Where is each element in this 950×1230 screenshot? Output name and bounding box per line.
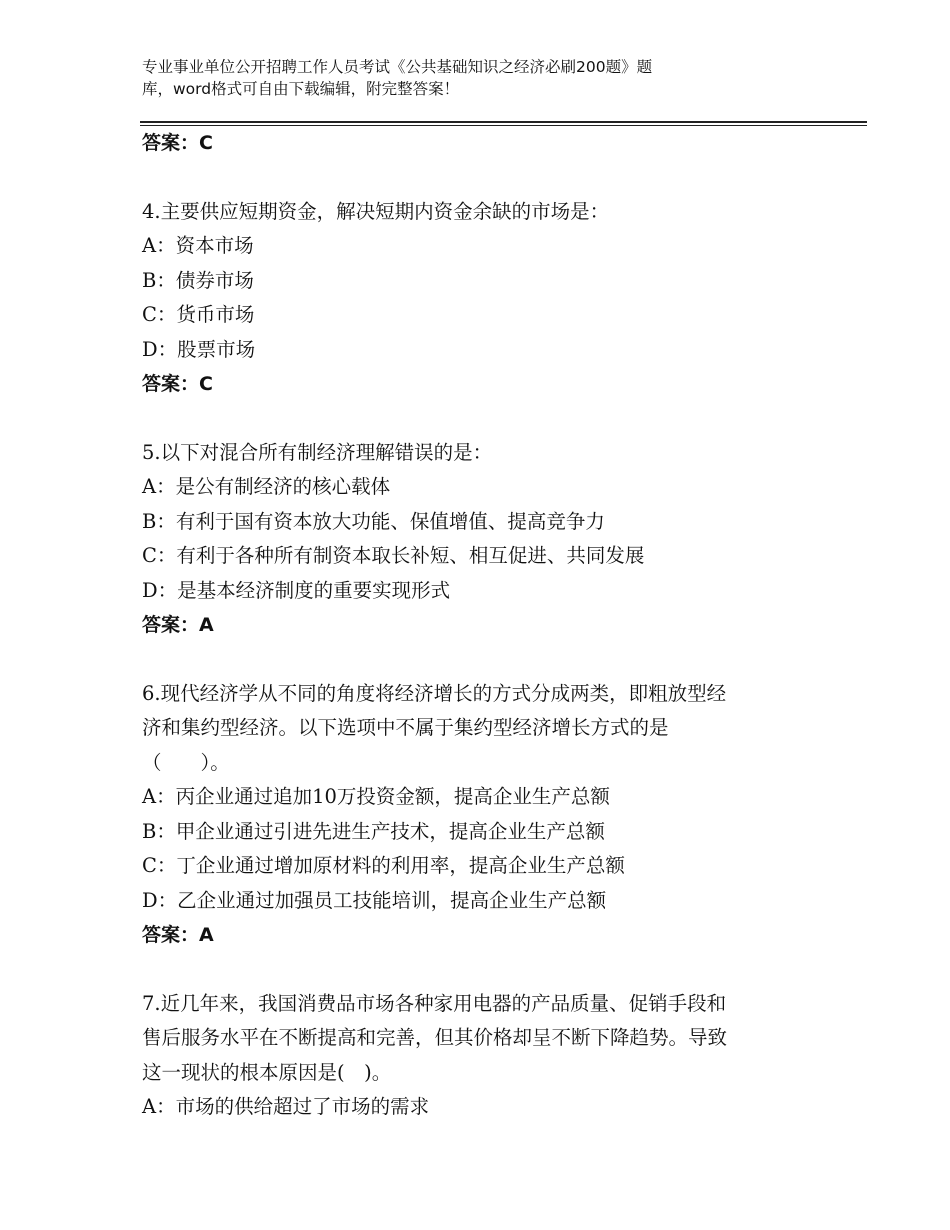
question-6 [142, 677, 822, 953]
option-d: D：是基本经济制度的重要实现形式 [142, 578, 451, 602]
question-text-line-1: 7.近几年来，我国消费品市场各种家用电器的产品质量、促销手段和 [142, 991, 727, 1015]
question-5 [142, 436, 822, 643]
question-text-line-3: （ ）。 [142, 750, 230, 774]
option-c: C：货币市场 [142, 303, 255, 326]
option-b: B：债券市场 [142, 268, 254, 292]
question-text-line-2: 济和集约型经济。以下选项中不属于集约型经济增长方式的是 [142, 716, 669, 739]
option-c: C：丁企业通过增加原材料的利用率，提高企业生产总额 [142, 854, 625, 877]
option-b: B：有利于国有资本放大功能、保值增值、提高竞争力 [142, 509, 605, 533]
option-b: B：甲企业通过引进先进生产技术，提高企业生产总额 [142, 819, 605, 843]
answer-label: 答案：A [142, 614, 214, 636]
header-line-2: 库，word格式可自由下载编辑，附完整答案！ [142, 80, 460, 98]
answer-label: 答案：C [142, 132, 213, 154]
option-c: C：有利于各种所有制资本取长补短、相互促进、共同发展 [142, 544, 645, 567]
option-d: D：乙企业通过加强员工技能培训，提高企业生产总额 [142, 888, 607, 912]
question-text: 5.以下对混合所有制经济理解错误的是： [142, 440, 493, 464]
document-header [142, 56, 782, 100]
question-text-line-2: 售后服务水平在不断提高和完善，但其价格却呈不断下降趋势。导致 [142, 1026, 728, 1049]
answer-label: 答案：C [142, 373, 213, 395]
question-text-line-1: 6.现代经济学从不同的角度将经济增长的方式分成两类，即粗放型经 [142, 681, 727, 705]
option-a: A：丙企业通过追加10万投资金额，提高企业生产总额 [142, 785, 610, 808]
question-text: 4.主要供应短期资金，解决短期内资金余缺的市场是： [142, 199, 610, 223]
question-text-line-3: 这一现状的根本原因是( )。 [142, 1060, 392, 1084]
question-7 [142, 987, 822, 1125]
option-a: A：资本市场 [142, 234, 254, 257]
option-a: A：市场的供给超过了市场的需求 [142, 1095, 430, 1118]
option-d: D：股票市场 [142, 337, 256, 361]
answer-label: 答案：A [142, 924, 214, 946]
header-line-1: 专业事业单位公开招聘工作人员考试《公共基础知识之经济必刷200题》题 [142, 58, 653, 76]
question-4 [142, 195, 822, 402]
option-a: A：是公有制经济的核心载体 [142, 475, 391, 498]
question-list [142, 126, 822, 1125]
